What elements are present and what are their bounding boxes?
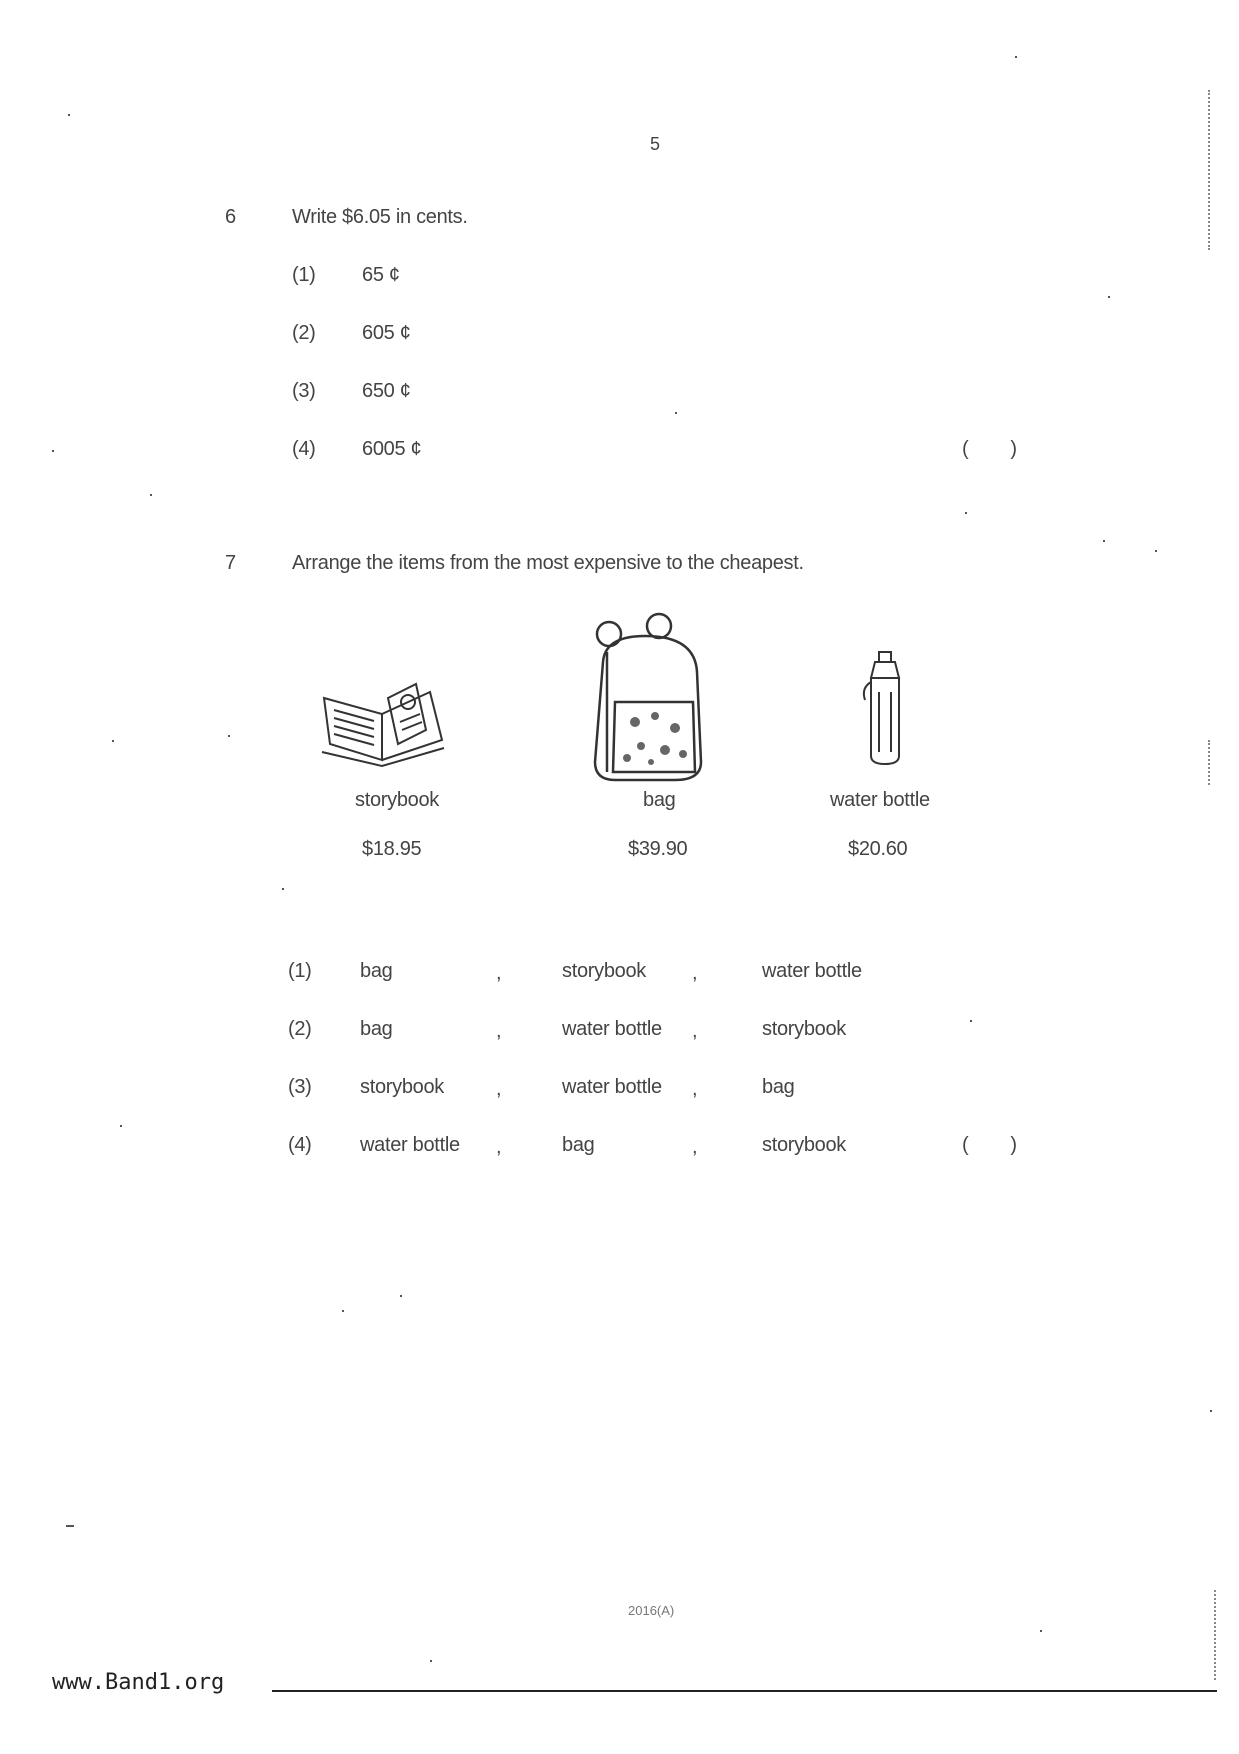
q7-option-2-first: bag <box>360 1018 393 1040</box>
bag-price: $39.90 <box>628 838 688 860</box>
q7-option-3-second: water bottle <box>562 1076 662 1098</box>
q7-option-2-num: (2) <box>288 1018 312 1040</box>
q6-option-4-text: 6005 ¢ <box>362 438 422 460</box>
q7-option-3-sep1: , <box>496 1078 502 1100</box>
q7-option-4-sep2: , <box>692 1136 698 1158</box>
footer-code: 2016(A) <box>628 1603 675 1618</box>
q7-answer-bracket[interactable]: ( ) <box>962 1134 1017 1156</box>
q7-option-4-num: (4) <box>288 1134 312 1156</box>
q7-option-4-second: bag <box>562 1134 595 1156</box>
q6-option-2-text: 605 ¢ <box>362 322 411 344</box>
q6-answer-bracket[interactable]: ( ) <box>962 438 1017 460</box>
q7-option-4-first: water bottle <box>360 1134 460 1156</box>
q7-option-3-sep2: , <box>692 1078 698 1100</box>
q7-option-1-second: storybook <box>562 960 647 982</box>
q7-option-4-third: storybook <box>762 1134 847 1156</box>
q7-option-1-sep2: , <box>692 962 698 984</box>
q7-option-2-third: storybook <box>762 1018 847 1040</box>
storybook-label: storybook <box>355 789 440 811</box>
question-7-text: Arrange the items from the most expensive to the cheapest. <box>292 552 804 574</box>
q6-option-2-num: (2) <box>292 322 316 344</box>
q7-option-2-sep2: , <box>692 1020 698 1042</box>
q7-option-1-sep1: , <box>496 962 502 984</box>
question-6-text: Write $6.05 in cents. <box>292 206 468 228</box>
q6-option-4-num: (4) <box>292 438 316 460</box>
water-bottle-price: $20.60 <box>848 838 908 860</box>
q7-option-3-num: (3) <box>288 1076 312 1098</box>
q7-option-1-first: bag <box>360 960 393 982</box>
water-bottle-label: water bottle <box>830 789 930 811</box>
q6-option-1-num: (1) <box>292 264 316 286</box>
q7-option-1-third: water bottle <box>762 960 862 982</box>
q7-option-1-num: (1) <box>288 960 312 982</box>
q7-option-3-first: storybook <box>360 1076 445 1098</box>
watermark: www.Band1.org <box>52 1670 225 1695</box>
bag-icon <box>585 612 715 787</box>
storybook-icon <box>318 670 448 770</box>
q7-option-3-third: bag <box>762 1076 795 1098</box>
water-bottle-icon <box>855 648 915 768</box>
question-7-number: 7 <box>225 552 236 574</box>
footer-rule <box>272 1690 1217 1692</box>
q6-option-3-text: 650 ¢ <box>362 380 411 402</box>
question-6-number: 6 <box>225 206 236 228</box>
q7-option-2-sep1: , <box>496 1020 502 1042</box>
page-number: 5 <box>650 134 660 154</box>
q7-option-4-sep1: , <box>496 1136 502 1158</box>
q6-option-1-text: 65 ¢ <box>362 264 400 286</box>
storybook-price: $18.95 <box>362 838 422 860</box>
bag-label: bag <box>643 789 676 811</box>
q6-option-3-num: (3) <box>292 380 316 402</box>
q7-option-2-second: water bottle <box>562 1018 662 1040</box>
